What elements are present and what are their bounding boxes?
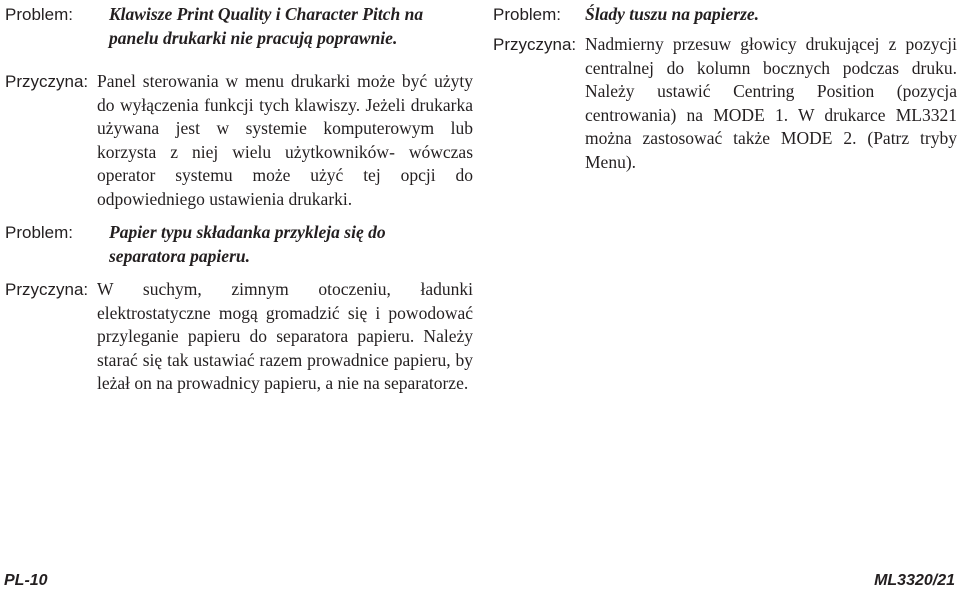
problem-label: Problem: [5,5,74,24]
page-number: PL-10 [4,572,48,589]
cause-row [5,278,473,396]
problem-row [493,3,957,33]
problem-text: Klawisze Print Quality i Character Pitch na panelu drukarki nie pracują poprawnie. [109,4,424,48]
problem-text: Ślady tuszu na papierze. [585,4,760,24]
cause-row [493,33,957,174]
problem-text: Papier typu składanka przykleja się do separatora papieru. [109,222,386,266]
cause-row [5,70,473,211]
problem-row [5,221,473,278]
troubleshooting-entry-print-quality-keys [5,3,473,211]
problem-label: Problem: [5,223,74,242]
model-name: ML3320/21 [874,572,955,589]
cause-label: Przyczyna: [5,280,89,299]
cause-text: Nadmierny przesuw głowicy drukującej z pozycji centralnej do kolumn bocznych podczas druku. Należy ustawić Centring Position (pozycja centrowania) na MODE 1. W drukarce ML3321 można zastosować także MODE 2. (Patrz tryby Menu). [585,34,957,172]
problem-row [5,3,473,70]
troubleshooting-entry-ink-marks [493,3,957,174]
cause-text: W suchym, zimnym otoczeniu, ładunki elektrostatyczne mogą gromadzić się i powodować przyleganie papieru do separatora papieru. Należy starać się tak ustawiać razem prowadnice papieru, by leżał on na prowadnicy papieru, a nie na separatorze. [97,279,473,393]
cause-label: Przyczyna: [5,72,89,91]
cause-label: Przyczyna: [493,35,577,54]
cause-text: Panel sterowania w menu drukarki może być użyty do wyłączenia funkcji tych klawiszy. Jeżeli drukarka używana jest w systemie komputerowym lub korzysta z niej wielu użytkowników- wówczas operator systemu może użyć tej opcji do odpowiedniego ustawienia drukarki. [97,71,473,209]
problem-label: Problem: [493,5,562,24]
troubleshooting-entry-paper-sticking [5,221,473,396]
